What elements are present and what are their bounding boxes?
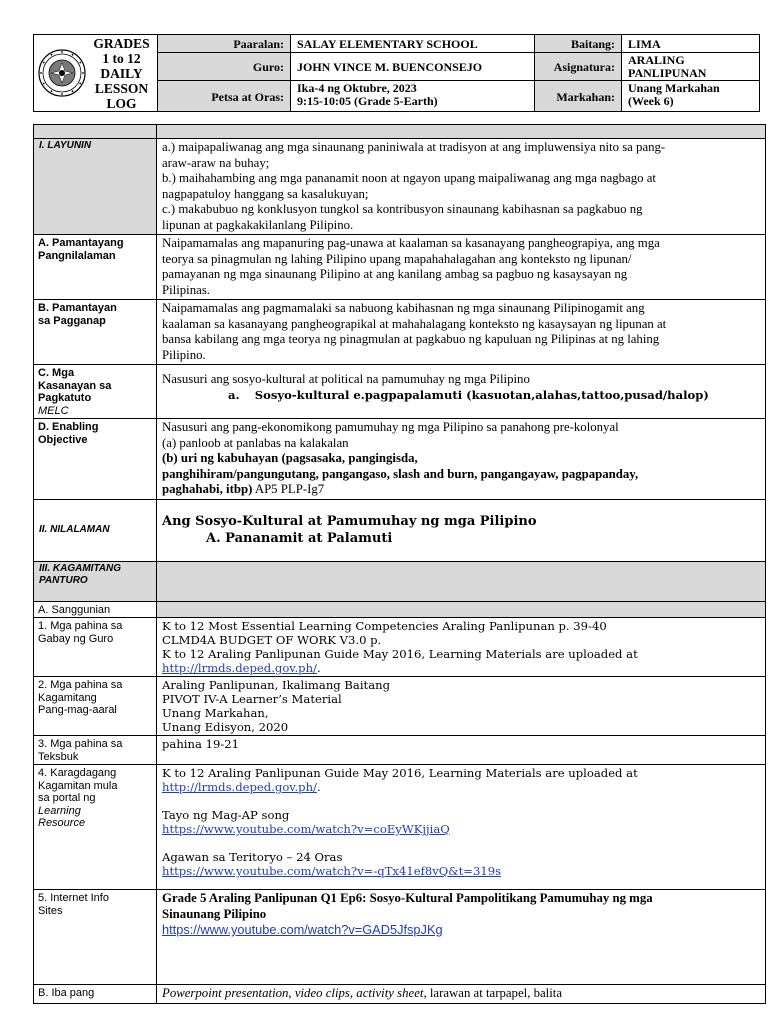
content-line: Naipamamalas ang pagmamalaki sa nabuong kabihasnan ng mga sinaunang Pilipinogamit ang: [162, 301, 645, 315]
lrmds-link[interactable]: http://lrmds.deped.gov.ph/: [162, 780, 317, 794]
internet-label: [34, 890, 157, 985]
punctuation: .: [316, 661, 321, 675]
song-title: Tayo ng Mag-AP song: [162, 808, 290, 822]
markahan-line: (Week 6): [628, 94, 674, 108]
layunin-label: I. LAYUNIN: [34, 139, 157, 235]
label-line: Pang-mag-aaral: [38, 704, 117, 716]
teksbuk-content: pahina 19-21: [157, 736, 766, 765]
kagamitang-mag-aaral-label: [34, 677, 157, 736]
enabling-bold-part: paghahabi, itbp): [162, 482, 253, 496]
asignatura-value: [622, 53, 760, 81]
label-line: Gabay ng Guro: [38, 632, 114, 645]
pamantayang-pangnilalaman-content: [157, 235, 766, 300]
label-line: sa Pagganap: [38, 314, 106, 327]
teksbuk-row: [34, 736, 766, 765]
layunin-line: a.) maipapaliwanag ang mga sinaunang paniniwala at tradisyon at ang impluwensiya nito sa pang-: [162, 140, 666, 154]
nilalaman-row: [34, 499, 766, 561]
guro-value: JOHN VINCE M. BUENCONSEJO: [291, 53, 535, 81]
kagamitan-label: [34, 561, 157, 601]
layunin-line: araw-araw na buhay;: [162, 155, 270, 170]
content-line: Pilipinas.: [162, 282, 210, 297]
iba-pang-content: [157, 985, 766, 1004]
petsa-value: [291, 81, 535, 112]
karagdagang-content: [157, 765, 766, 890]
label-line: PANTURO: [39, 574, 88, 586]
gabay-line: K to 12 Araling Panlipunan Guide May 2016, Learning Materials are uploaded at: [162, 647, 638, 661]
title-line: GRADES: [93, 35, 150, 51]
youtube-song-link[interactable]: https://www.youtube.com/watch?v=coEyWKjjiaQ: [162, 822, 450, 836]
lrmds-link[interactable]: http://lrmds.deped.gov.ph/: [162, 661, 317, 675]
spacer: [162, 836, 761, 850]
markahan-label: Markahan:: [535, 81, 622, 112]
markahan-line: Unang Markahan: [628, 81, 720, 95]
kagamitang-mag-aaral-content: [157, 677, 766, 736]
paaralan-label: Paaralan:: [158, 35, 291, 53]
kasanayan-content: [157, 365, 766, 419]
top-blank-left: [34, 125, 157, 139]
label-line: 3. Mga pahina sa: [38, 738, 123, 750]
layunin-content: [157, 139, 766, 235]
list-marker: a.: [228, 387, 240, 402]
label-line: 1. Mga pahina sa: [38, 620, 123, 632]
baitang-value: LIMA: [622, 35, 760, 53]
melc-label: MELC: [38, 404, 69, 417]
label-line: D. Enabling: [38, 421, 99, 433]
enabling-line: (b) uri ng kabuhayan (pagsasaka, pangingisda,: [162, 451, 418, 465]
title-line: 1 to 12: [102, 50, 141, 66]
internet-title-line: Grade 5 Araling Panlipunan Q1 Ep6: Sosyo-Kultural Pampolitikang Pamumuhay ng mga: [162, 891, 653, 905]
label-line: Kagamitang: [38, 691, 97, 704]
enabling-line: [162, 482, 761, 498]
label-line: Objective: [38, 433, 88, 446]
content-line: Naipamamalas ang mapanuring pag-unawa at kaalaman sa kasanayang pangheograpiya, ang mga: [162, 236, 660, 250]
material-line: Unang Markahan,: [162, 706, 269, 720]
nilalaman-subtitle: A. Pananamit at Palamuti: [206, 531, 393, 546]
kasanayan-row: [34, 365, 766, 419]
content-line: Pilipino.: [162, 347, 206, 362]
enabling-line: (a) panloob at panlabas na kalakalan: [162, 435, 349, 450]
spacer: [162, 794, 761, 808]
layunin-line: c.) makabubuo ng konklusyon tungkol sa kontribusyon sinaunang kabihasnan sa pagkabuo ng: [162, 202, 643, 216]
gabay-guro-content: [157, 618, 766, 677]
enabling-line: panghihiram/pangungutang, pangangaso, slash and burn, pangangayaw, pagpapanday,: [162, 466, 639, 481]
gabay-guro-label: [34, 618, 157, 677]
content-line: teorya sa pinagmulan ng lahing Pilipino upang mapahahalagahan ang konteksto ng lipunan/: [162, 251, 632, 266]
kagamitan-content: [157, 561, 766, 601]
material-line: Unang Edisyon, 2020: [162, 720, 289, 734]
news-title: Agawan sa Teritoryo – 24 Oras: [162, 850, 343, 864]
pamantayang-pangnilalaman-row: [34, 235, 766, 300]
kasanayan-line: Nasusuri ang sosyo-kultural at political na pamumuhay ng mga Pilipino: [162, 372, 530, 386]
internet-content: [157, 890, 766, 985]
header-title-cell: [34, 35, 158, 112]
paaralan-value: SALAY ELEMENTARY SCHOOL: [291, 35, 535, 53]
teksbuk-label: [34, 736, 157, 765]
pamantayan-pagganap-label: [34, 300, 157, 365]
guro-label: Guro:: [158, 53, 291, 81]
iba-pang-label: B. Iba pang: [34, 985, 157, 1004]
lesson-log-table: [33, 124, 766, 1004]
label-line: B. Pamantayan: [38, 302, 117, 314]
enabling-content: [157, 419, 766, 500]
gabay-link-line: [162, 661, 761, 675]
label-line: 5. Internet Info: [38, 892, 109, 904]
kasanayan-item: Sosyo-kultural e.pagpapalamuti (kasuotan,alahas,tattoo,pusad/halop): [254, 387, 709, 402]
gabay-line: CLMD4A BUDGET OF WORK V3.0 p.: [162, 633, 382, 647]
label-line: A. Pamantayang: [38, 237, 124, 249]
kasanayan-label: [34, 365, 157, 419]
gabay-line: K to 12 Most Essential Learning Competencies Araling Panlipunan p. 39-40: [162, 619, 607, 633]
markahan-value: [622, 81, 760, 112]
label-line: III. KAGAMITANG: [39, 562, 122, 574]
label-line: Resource: [38, 817, 86, 829]
iba-pang-italic: Powerpoint presentation, video clips, activity sheet,: [162, 986, 427, 1000]
nilalaman-content: [157, 499, 766, 561]
karagdagang-line: K to 12 Araling Panlipunan Guide May 2016, Learning Materials are uploaded at: [162, 766, 638, 780]
top-blank-right: [157, 125, 766, 139]
iba-pang-row: [34, 985, 766, 1004]
karagdagang-label: [34, 765, 157, 890]
sanggunian-content: [157, 601, 766, 618]
layunin-line: nagpapatuloy hanggang sa kasalukuyan;: [162, 186, 369, 201]
material-line: Araling Panlipunan, Ikalimang Baitang: [162, 678, 391, 692]
label-line: sa portal ng: [38, 792, 96, 804]
asignatura-line: PANLIPUNAN: [628, 66, 707, 80]
layunin-line: lipunan at pagkakakilanlang Pilipino.: [162, 217, 354, 232]
label-line: Sites: [38, 904, 63, 917]
gabay-guro-row: [34, 618, 766, 677]
internet-row: [34, 890, 766, 985]
petsa-line: 9:15-10:05 (Grade 5-Earth): [297, 94, 438, 108]
karagdagang-row: [34, 765, 766, 890]
layunin-row: [34, 139, 766, 235]
label-line: Kagamitan mula: [38, 779, 118, 792]
content-line: bansa kabilang ang mga teorya ng pinagmulan at pagkabuo ng kapuluan ng Pilipinas at ng lahing: [162, 332, 660, 346]
enabling-code: AP5 PLP-Ig7: [252, 482, 325, 496]
content-line: pamayanan ng mga sinaunang Pilipino at ang kanilang ambag sa pagbuo ng kasaysayan ng: [162, 267, 628, 281]
youtube-video-link[interactable]: https://www.youtube.com/watch?v=GAD5JfspJKg: [162, 922, 443, 937]
petsa-line: Ika-4 ng Oktubre, 2023: [297, 81, 417, 95]
pamantayan-pagganap-row: [34, 300, 766, 365]
kagamitang-mag-aaral-row: [34, 677, 766, 736]
sanggunian-row: [34, 601, 766, 618]
document-title: [86, 36, 157, 111]
enabling-line: Nasusuri ang pang-ekonomikong pamumuhay ng mga Pilipino sa panahong pre-kolonyal: [162, 420, 619, 434]
kagamitan-row: [34, 561, 766, 601]
pamantayang-pangnilalaman-label: [34, 235, 157, 300]
asignatura-label: Asignatura:: [535, 53, 622, 81]
karagdagang-link-line: [162, 780, 761, 794]
title-line: DAILY: [100, 65, 143, 81]
youtube-news-link[interactable]: https://www.youtube.com/watch?v=-qTx41ef8vQ&t=319s: [162, 864, 502, 878]
asignatura-line: ARALING: [628, 53, 685, 67]
nilalaman-title: Ang Sosyo-Kultural at Pamumuhay ng mga Pilipino: [162, 514, 537, 529]
label-line: C. Mga: [38, 367, 75, 379]
iba-pang-rest: larawan at tarpapel, balita: [426, 986, 563, 1000]
internet-title-line: Sinaunang Pilipino: [162, 906, 267, 921]
enabling-row: [34, 419, 766, 500]
enabling-label: [34, 419, 157, 500]
title-line: LESSON LOG: [94, 80, 149, 111]
nilalaman-label: II. NILALAMAN: [34, 499, 157, 561]
layunin-line: b.) maihahambing ang mga pananamit noon at ngayon upang maipaliwanag ang mga nagbago at: [162, 171, 656, 185]
petsa-label: Petsa at Oras:: [158, 81, 291, 112]
deped-seal-icon: [38, 49, 86, 97]
label-line: 4. Karagdagang: [38, 767, 117, 779]
label-line: Pagkatuto: [38, 392, 92, 404]
label-line: Pangnilalaman: [38, 249, 116, 262]
baitang-label: Baitang:: [535, 35, 622, 53]
sanggunian-label: A. Sanggunian: [34, 601, 157, 618]
material-line: PIVOT IV-A Learner’s Material: [162, 692, 342, 706]
header-table: [33, 34, 760, 112]
label-line: Teksbuk: [38, 750, 79, 763]
label-line: 2. Mga pahina sa: [38, 679, 123, 691]
content-line: kaalaman sa kasanayang pangheograpikal at mahahalagang konteksto ng kasaysayan ng lipunan at: [162, 316, 667, 331]
kasanayan-line: [162, 388, 761, 404]
pamantayan-pagganap-content: [157, 300, 766, 365]
punctuation: .: [316, 780, 321, 794]
label-line: Kasanayan sa: [38, 379, 112, 392]
label-line: Learning: [38, 804, 81, 817]
